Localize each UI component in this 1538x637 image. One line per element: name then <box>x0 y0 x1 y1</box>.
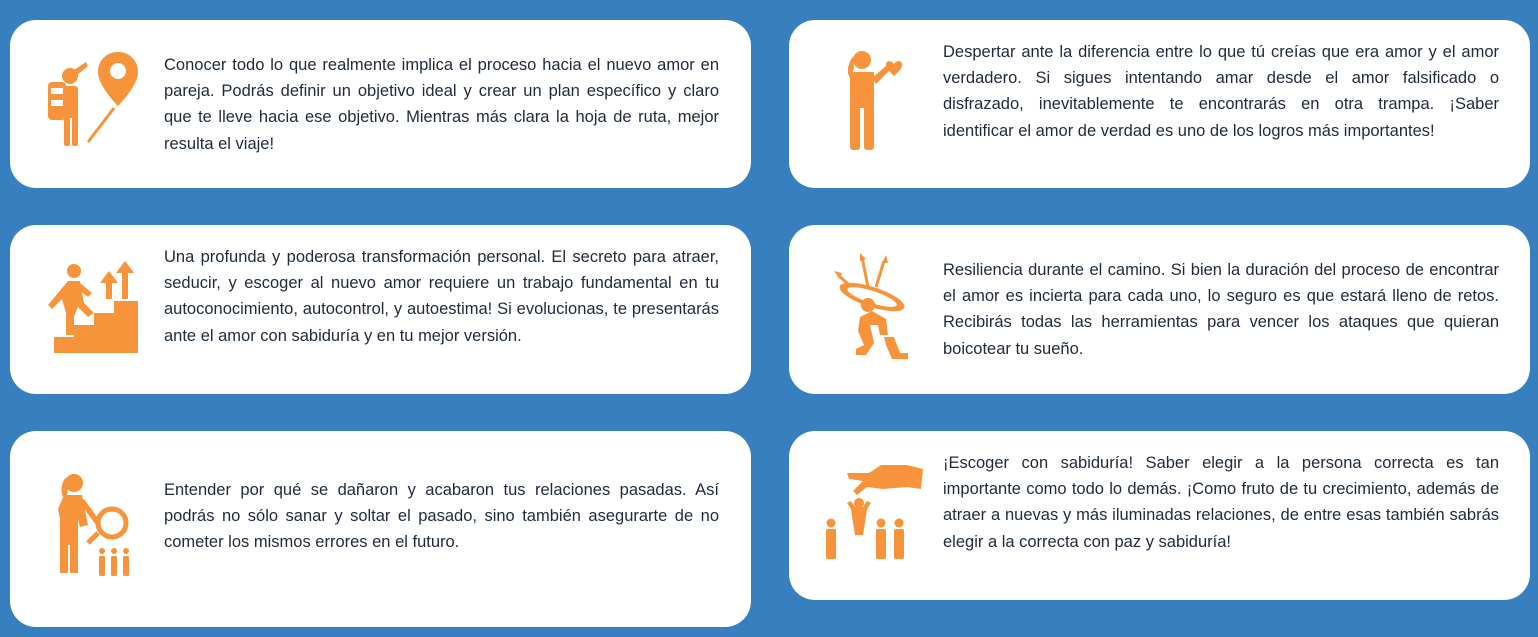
benefit-card-choose-wisely <box>789 431 1530 600</box>
benefit-text: Una profunda y poderosa transformación personal. El secreto para atraer, seducir, y escoger al nuevo amor requiere un trabajo fundamental en tu autoconocimiento, autocontrol, y autoestima! Si evolucionas, te presentarás ante el amor con sabiduría y en tu mejor versión. <box>164 248 719 345</box>
girl-magnifying-glass-people-icon <box>38 469 150 579</box>
girl-with-heart-icon <box>823 48 923 152</box>
benefit-text: Conocer todo lo que realmente implica el proceso hacia el nuevo amor en pareja. Podrás definir un objetivo ideal y crear un plan específico y claro que te lleve hacia ese objetivo. Mientras más clara la hoja de ruta, mejor resulta el viaje! <box>164 56 719 153</box>
benefit-card-resilience <box>789 225 1530 394</box>
benefit-card-roadmap <box>10 20 751 188</box>
kneeling-person-shield-arrows-icon <box>823 253 923 363</box>
benefit-text: Despertar ante la diferencia entre lo que tú creías que era amor y el amor verdadero. Si sigues intentando amar desde el amor falsificado o disfrazado, inevitablemente te encontrarás en otra trampa. ¡Saber identificar el amor de verdad es uno de los logros más importantes! <box>943 43 1499 140</box>
benefit-card-true-love <box>789 20 1530 188</box>
hand-picking-person-icon <box>823 459 923 563</box>
benefit-card-past-relationships <box>10 431 751 627</box>
benefit-text: Resiliencia durante el camino. Si bien la duración del proceso de encontrar el amor es incierta para cada uno, lo seguro es que estará lleno de retos. Recibirás todas las herramientas para vencer los ataques que quieran boicotear tu sueño. <box>943 261 1499 358</box>
benefit-text: Entender por qué se dañaron y acabaron tus relaciones pasadas. Así podrás no sólo sanar y soltar el pasado, sino también asegurarte de no cometer los mismos errores en el futuro. <box>164 481 719 552</box>
person-climbing-stairs-arrows-icon <box>38 259 150 355</box>
benefit-text: ¡Escoger con sabiduría! Saber elegir a la persona correcta es tan importante como todo lo demás. ¡Como fruto de tu crecimiento, además de atraer a nuevas y más iluminadas relaciones, de entre esas también sabrás elegir a la correcta con paz y sabiduría! <box>943 454 1499 551</box>
backpacker-location-pin-icon <box>38 50 150 150</box>
benefit-card-transformation <box>10 225 751 394</box>
